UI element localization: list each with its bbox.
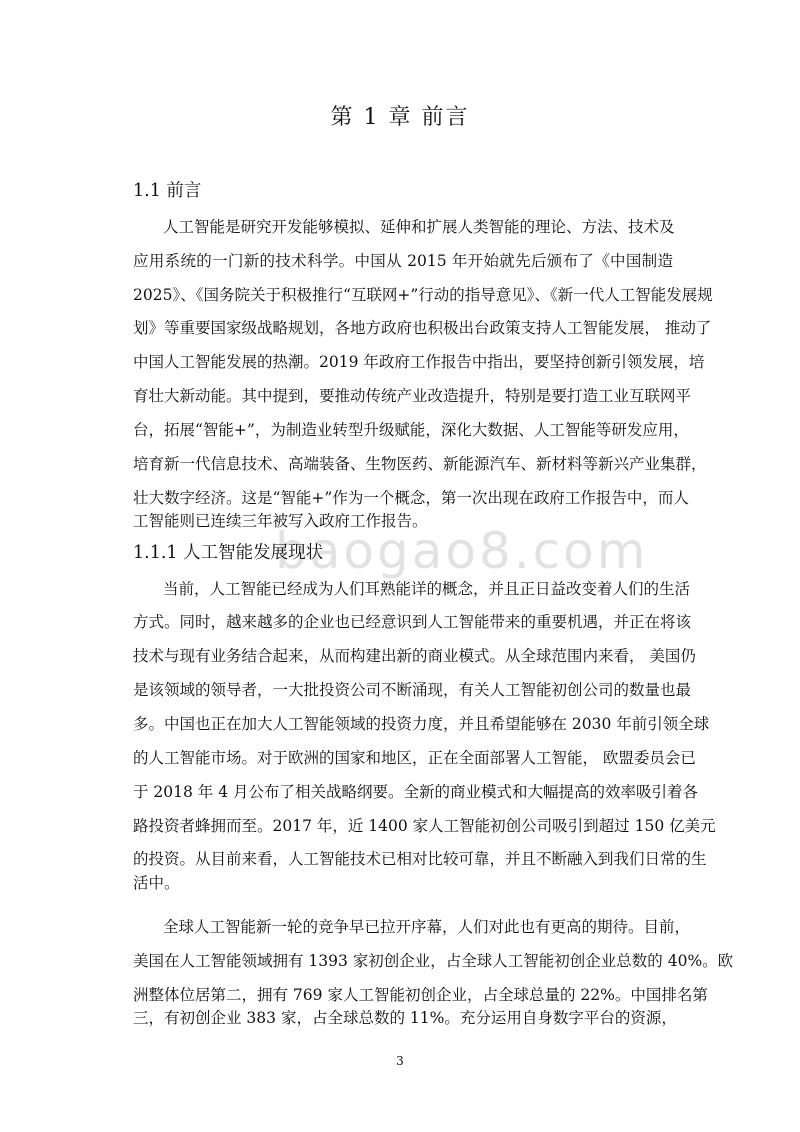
paragraph-line: 是该领域的领导者，一大批投资公司不断涌现，有关人工智能初创公司的数量也最: [133, 681, 692, 699]
watermark: baogao8.com: [275, 522, 649, 580]
chapter-title: 第 1 章 前言: [330, 105, 470, 130]
paragraph-line: 人工智能是研究开发能够模拟、延伸和扩展人类智能的理论、方法、技术及: [163, 218, 675, 236]
paragraph-line: 路投资者蜂拥而至。2017 年，近 1400 家人工智能初创公司吸引到超过 150 亿美元: [133, 817, 716, 835]
paragraph-line: 方式。同时，越来越多的企业也已经意识到人工智能带来的重要机遇，并正在将该: [133, 613, 692, 631]
paragraph-line: 工智能则已连续三年被写入政府工作报告。: [133, 512, 428, 530]
paragraph-line: 三，有初创企业 383 家，占全球总数的 11%。充分运用自身数字平台的资源，: [133, 1009, 677, 1027]
paragraph-line: 当前，人工智能已经成为人们耳熟能详的概念，并且正日益改变着人们的生活: [163, 580, 691, 598]
paragraph-line: 培育新一代信息技术、高端装备、生物医药、新能源汽车、新材料等新兴产业集群，: [133, 455, 707, 473]
section-heading-1-1: 1.1 前言: [133, 181, 202, 201]
paragraph-line: 台，拓展“智能+”，为制造业转型升级赋能，深化大数据、人工智能等研发应用，: [133, 421, 689, 439]
paragraph-line: 活中。: [133, 874, 180, 892]
paragraph-line: 全球人工智能新一轮的竞争早已拉开序幕，人们对此也有更高的期待。目前，: [163, 918, 691, 936]
paragraph-line: 于 2018 年 4 月公布了相关战略纲要。全新的商业模式和大幅提高的效率吸引着各: [133, 783, 699, 801]
paragraph-line: 划》等重要国家级战略规划，各地方政府也积极出台政策支持人工智能发展， 推动了: [133, 319, 712, 337]
paragraph-line: 育壮大新动能。其中提到，要推动传统产业改造提升，特别是要打造工业互联网平: [133, 387, 692, 405]
page-number: 3: [396, 1054, 404, 1068]
paragraph-line: 的人工智能市场。对于欧洲的国家和地区，正在全面部署人工智能， 欧盟委员会已: [133, 749, 696, 767]
paragraph-line: 洲整体位居第二，拥有 769 家人工智能初创企业，占全球总量的 22%。中国排名第: [133, 986, 708, 1004]
paragraph-line: 的投资。从目前来看，人工智能技术已相对比较可靠，并且不断融入到我们日常的生: [133, 850, 707, 868]
paragraph-line: 美国在人工智能领域拥有 1393 家初创企业，占全球人工智能初创企业总数的 40%。欧: [133, 952, 734, 970]
paragraph-line: 多。中国也正在加大人工智能领域的投资力度，并且希望能够在 2030 年前引领全球: [133, 715, 710, 733]
paragraph-line: 中国人工智能发展的热潮。2019 年政府工作报告中指出，要坚持创新引领发展，培: [133, 353, 705, 371]
paragraph-line: 壮大数字经济。这是“智能+”作为一个概念，第一次出现在政府工作报告中，而人: [133, 489, 689, 507]
paragraph-line: 应用系统的一门新的技术科学。中国从 2015 年开始就先后颁布了《中国制造: [133, 252, 673, 270]
paragraph-line: 技术与现有业务结合起来，从而构建出新的商业模式。从全球范围内来看， 美国仍: [133, 647, 696, 665]
paragraph-line: 2025》、《国务院关于积极推行“互联网+”行动的指导意见》、《新一代人工智能发展规: [133, 286, 713, 304]
section-heading-1-1-1: 1.1.1 人工智能发展现状: [133, 543, 324, 563]
